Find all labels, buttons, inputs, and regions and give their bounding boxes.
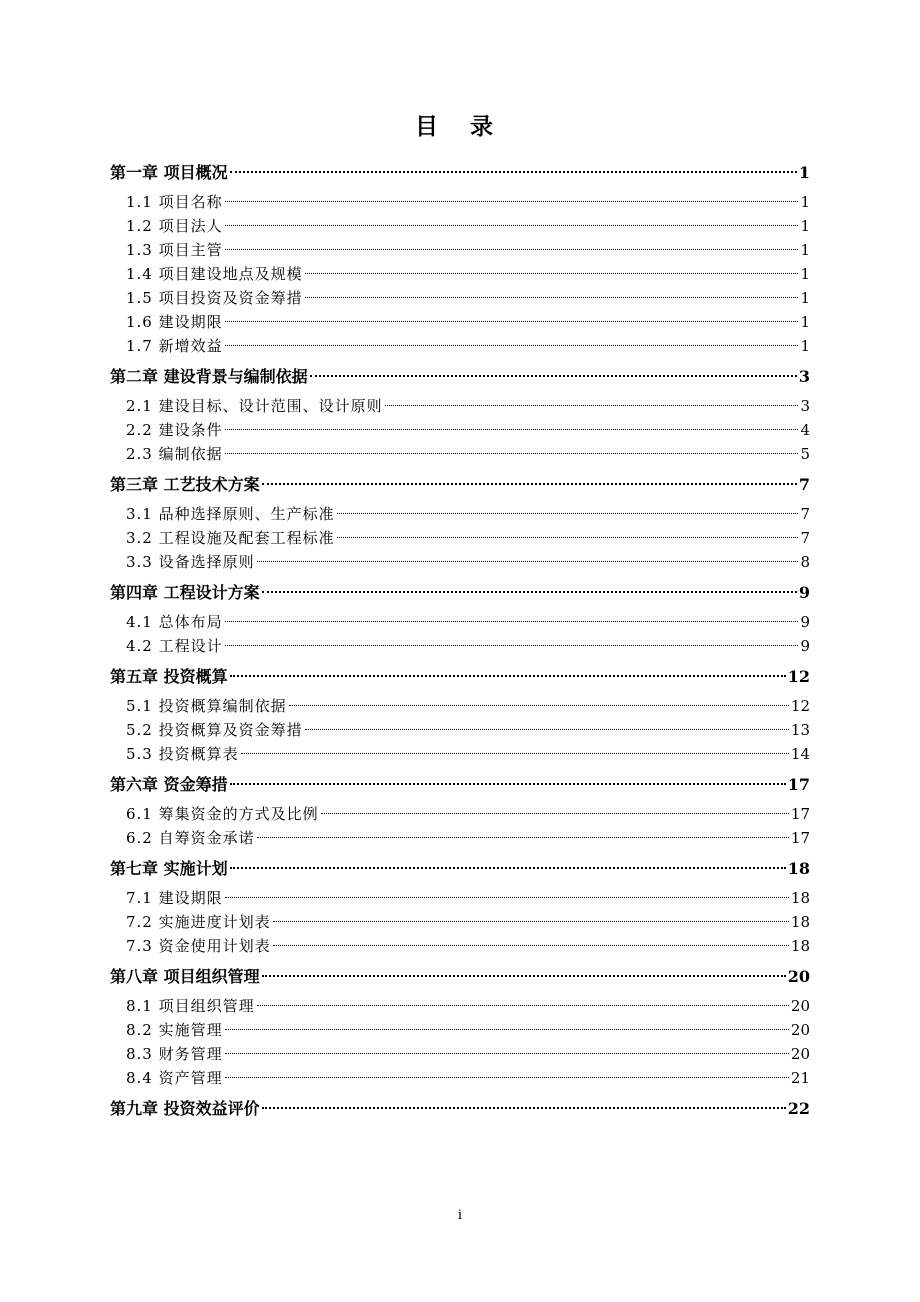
toc-dot-leader <box>225 1077 789 1078</box>
toc-entry-title: 1.4 项目建设地点及规模 <box>126 265 303 283</box>
toc-section-entry[interactable] <box>110 550 810 574</box>
toc-entry-title: 5.3 投资概算表 <box>126 745 239 763</box>
toc-section-entry[interactable] <box>110 286 810 310</box>
toc-section-entry[interactable] <box>110 910 810 934</box>
toc-entry-title: 8.3 财务管理 <box>126 1045 223 1063</box>
toc-entry-page: 18 <box>790 937 810 955</box>
toc-dot-leader <box>225 645 799 646</box>
toc-entry-title: 1.7 新增效益 <box>126 337 223 355</box>
toc-dot-leader <box>230 171 797 173</box>
toc-dot-leader <box>385 405 799 406</box>
toc-chapter-entry[interactable] <box>110 962 810 992</box>
toc-dot-leader <box>262 975 786 977</box>
toc-entry-page: 17 <box>790 829 810 847</box>
toc-dot-leader <box>273 945 789 946</box>
toc-entry-page: 5 <box>800 445 810 463</box>
toc-entry-page: 20 <box>790 1045 810 1063</box>
toc-dot-leader <box>225 201 799 202</box>
toc-chapter-entry[interactable] <box>110 158 810 188</box>
toc-entry-title: 第六章 资金筹措 <box>110 775 228 794</box>
toc-section-entry[interactable] <box>110 694 810 718</box>
toc-section-entry[interactable] <box>110 190 810 214</box>
toc-entry-title: 第八章 项目组织管理 <box>110 967 260 986</box>
toc-dot-leader <box>225 1053 789 1054</box>
toc-dot-leader <box>305 729 789 730</box>
toc-dot-leader <box>262 483 797 485</box>
toc-section-entry[interactable] <box>110 310 810 334</box>
toc-chapter-entry[interactable] <box>110 1094 810 1124</box>
toc-dot-leader <box>337 537 799 538</box>
toc-section-entry[interactable] <box>110 886 810 910</box>
toc-section-entry[interactable] <box>110 418 810 442</box>
toc-entry-title: 4.2 工程设计 <box>126 637 223 655</box>
toc-entry-page: 1 <box>800 241 810 259</box>
toc-entry-page: 1 <box>800 337 810 355</box>
toc-entry-page: 1 <box>798 163 810 182</box>
toc-section-entry[interactable] <box>110 994 810 1018</box>
toc-entry-page: 20 <box>790 1021 810 1039</box>
toc-dot-leader <box>230 783 786 785</box>
toc-dot-leader <box>305 297 799 298</box>
toc-dot-leader <box>225 1029 789 1030</box>
toc-chapter-entry[interactable] <box>110 854 810 884</box>
toc-section-entry[interactable] <box>110 214 810 238</box>
toc-entry-title: 1.1 项目名称 <box>126 193 223 211</box>
toc-entry-title: 第九章 投资效益评价 <box>110 1099 260 1118</box>
toc-entry-title: 8.1 项目组织管理 <box>126 997 255 1015</box>
toc-chapter-entry[interactable] <box>110 578 810 608</box>
toc-entry-title: 5.1 投资概算编制依据 <box>126 697 287 715</box>
toc-dot-leader <box>225 225 799 226</box>
toc-entry-title: 5.2 投资概算及资金筹措 <box>126 721 303 739</box>
toc-dot-leader <box>225 249 799 250</box>
toc-chapter-entry[interactable] <box>110 770 810 800</box>
toc-entry-page: 9 <box>798 583 810 602</box>
toc-entry-page: 8 <box>800 553 810 571</box>
toc-dot-leader <box>337 513 799 514</box>
toc-entry-page: 7 <box>798 475 810 494</box>
toc-entry-page: 20 <box>787 967 810 986</box>
toc-dot-leader <box>257 1005 789 1006</box>
toc-entry-title: 第五章 投资概算 <box>110 667 228 686</box>
toc-dot-leader <box>225 429 799 430</box>
toc-dot-leader <box>230 867 786 869</box>
toc-entry-page: 9 <box>800 637 810 655</box>
toc-section-entry[interactable] <box>110 802 810 826</box>
table-of-contents <box>110 158 810 1124</box>
toc-section-entry[interactable] <box>110 442 810 466</box>
toc-section-entry[interactable] <box>110 826 810 850</box>
toc-dot-leader <box>225 345 799 346</box>
toc-entry-page: 4 <box>800 421 810 439</box>
toc-section-entry[interactable] <box>110 742 810 766</box>
toc-entry-title: 1.2 项目法人 <box>126 217 223 235</box>
toc-entry-title: 第七章 实施计划 <box>110 859 228 878</box>
toc-entry-page: 17 <box>790 805 810 823</box>
toc-section-entry[interactable] <box>110 502 810 526</box>
toc-chapter-entry[interactable] <box>110 662 810 692</box>
toc-entry-page: 17 <box>787 775 810 794</box>
toc-section-entry[interactable] <box>110 526 810 550</box>
toc-section-entry[interactable] <box>110 1042 810 1066</box>
toc-dot-leader <box>241 753 789 754</box>
toc-section-entry[interactable] <box>110 1018 810 1042</box>
toc-entry-title: 2.3 编制依据 <box>126 445 223 463</box>
toc-entry-title: 第二章 建设背景与编制依据 <box>110 367 308 386</box>
toc-entry-page: 12 <box>787 667 810 686</box>
toc-section-entry[interactable] <box>110 394 810 418</box>
toc-entry-page: 1 <box>800 217 810 235</box>
toc-entry-page: 20 <box>790 997 810 1015</box>
toc-entry-page: 1 <box>800 193 810 211</box>
toc-dot-leader <box>257 561 799 562</box>
toc-entry-page: 1 <box>800 289 810 307</box>
toc-entry-title: 3.1 品种选择原则、生产标准 <box>126 505 335 523</box>
toc-entry-title: 第一章 项目概况 <box>110 163 228 182</box>
toc-entry-title: 4.1 总体布局 <box>126 613 223 631</box>
toc-entry-title: 6.1 筹集资金的方式及比例 <box>126 805 319 823</box>
toc-entry-title: 2.1 建设目标、设计范围、设计原则 <box>126 397 383 415</box>
toc-entry-page: 22 <box>787 1099 810 1118</box>
toc-dot-leader <box>225 621 799 622</box>
toc-entry-page: 21 <box>790 1069 810 1087</box>
toc-entry-page: 3 <box>798 367 810 386</box>
toc-entry-page: 18 <box>790 889 810 907</box>
toc-section-entry[interactable] <box>110 334 810 358</box>
toc-entry-title: 1.6 建设期限 <box>126 313 223 331</box>
toc-section-entry[interactable] <box>110 718 810 742</box>
toc-dot-leader <box>321 813 789 814</box>
toc-dot-leader <box>310 375 797 377</box>
toc-section-entry[interactable] <box>110 1066 810 1090</box>
toc-entry-title: 第四章 工程设计方案 <box>110 583 260 602</box>
toc-entry-page: 18 <box>787 859 810 878</box>
toc-entry-title: 3.2 工程设施及配套工程标准 <box>126 529 335 547</box>
toc-entry-title: 7.2 实施进度计划表 <box>126 913 271 931</box>
toc-dot-leader <box>305 273 799 274</box>
toc-entry-page: 14 <box>790 745 810 763</box>
toc-entry-title: 第三章 工艺技术方案 <box>110 475 260 494</box>
toc-entry-page: 18 <box>790 913 810 931</box>
toc-section-entry[interactable] <box>110 610 810 634</box>
toc-dot-leader <box>225 321 799 322</box>
toc-dot-leader <box>225 453 799 454</box>
toc-entry-title: 8.4 资产管理 <box>126 1069 223 1087</box>
toc-dot-leader <box>289 705 789 706</box>
toc-entry-title: 1.3 项目主管 <box>126 241 223 259</box>
toc-section-entry[interactable] <box>110 262 810 286</box>
toc-chapter-entry[interactable] <box>110 470 810 500</box>
toc-entry-page: 7 <box>800 505 810 523</box>
toc-chapter-entry[interactable] <box>110 362 810 392</box>
toc-dot-leader <box>262 1107 786 1109</box>
toc-section-entry[interactable] <box>110 634 810 658</box>
toc-entry-page: 7 <box>800 529 810 547</box>
toc-entry-title: 8.2 实施管理 <box>126 1021 223 1039</box>
toc-entry-page: 12 <box>790 697 810 715</box>
page-number: i <box>457 1208 463 1223</box>
toc-dot-leader <box>230 675 786 677</box>
toc-entry-page: 1 <box>800 313 810 331</box>
toc-entry-title: 3.3 设备选择原则 <box>126 553 255 571</box>
toc-entry-title: 7.3 资金使用计划表 <box>126 937 271 955</box>
page-title: 目 录 <box>414 113 505 140</box>
toc-entry-page: 13 <box>790 721 810 739</box>
toc-entry-page: 3 <box>800 397 810 415</box>
toc-entry-page: 9 <box>800 613 810 631</box>
toc-dot-leader <box>273 921 789 922</box>
toc-dot-leader <box>257 837 789 838</box>
toc-entry-page: 1 <box>800 265 810 283</box>
toc-dot-leader <box>262 591 797 593</box>
toc-entry-title: 1.5 项目投资及资金筹措 <box>126 289 303 307</box>
toc-entry-title: 2.2 建设条件 <box>126 421 223 439</box>
toc-entry-title: 7.1 建设期限 <box>126 889 223 907</box>
toc-entry-title: 6.2 自筹资金承诺 <box>126 829 255 847</box>
toc-dot-leader <box>225 897 789 898</box>
toc-section-entry[interactable] <box>110 934 810 958</box>
toc-section-entry[interactable] <box>110 238 810 262</box>
